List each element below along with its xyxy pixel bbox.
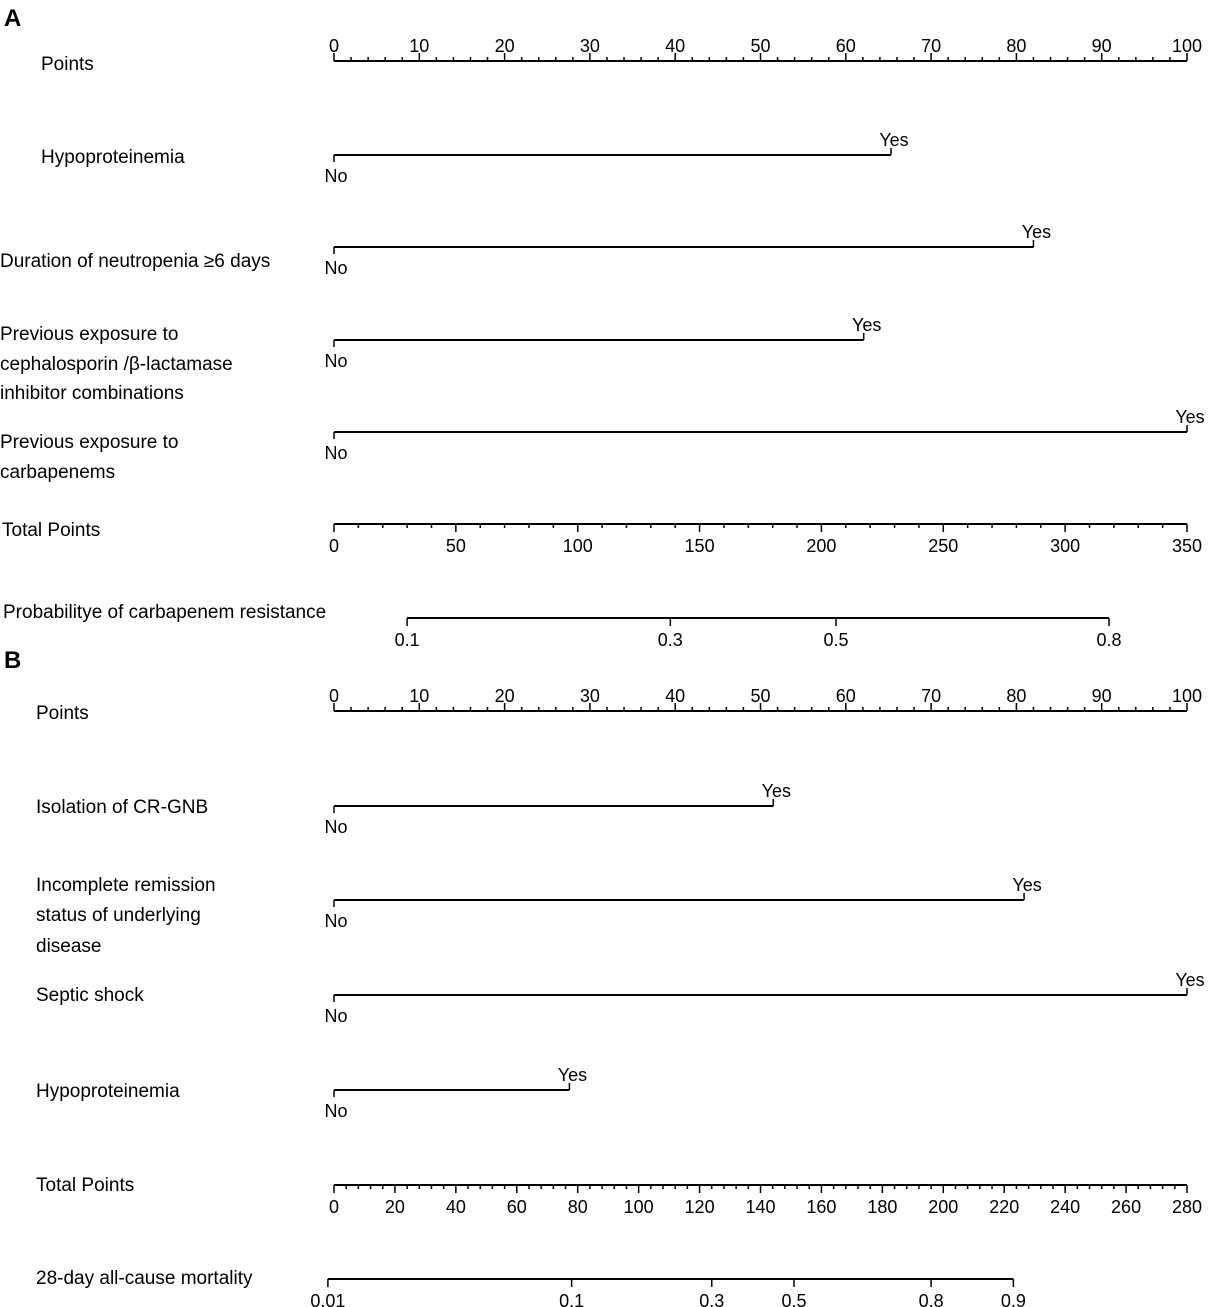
tick-label: 90 [1091,36,1112,56]
tick-label: 0 [328,686,340,706]
tick-label: 80 [567,1197,588,1217]
row-label-b-5: Total Points [36,1175,135,1196]
level-label-yes: Yes [1175,970,1205,990]
tick-label: 50 [750,36,771,56]
tick-label: 10 [409,686,430,706]
tick-label: 90 [1091,686,1112,706]
panel-label-a: A [4,5,22,32]
row-label-a-6: Probabilitye of carbapenem resistance [3,602,327,623]
row-label-a-3-2: inhibitor combinations [0,383,184,404]
level-label-no: No [324,817,348,837]
prob-tick-label: 0.3 [657,630,683,650]
tick-label: 220 [989,1197,1020,1217]
row-label-a-4-1: carbapenems [0,462,116,483]
row-label-b-1: Isolation of CR-GNB [36,797,209,818]
tick-label: 60 [835,36,856,56]
tick-label: 20 [384,1197,405,1217]
prob-tick-label: 0.1 [559,1291,585,1307]
tick-label: 60 [506,1197,527,1217]
tick-label: 240 [1050,1197,1081,1217]
row-label-b-2-1: status of underlying [36,905,201,926]
row-label-a-3-1: cephalosporin /β-lactamase [0,354,233,375]
prob-tick-label: 0.9 [1000,1291,1026,1307]
tick-label: 280 [1171,1197,1203,1217]
level-label-no: No [324,443,348,463]
level-label-no: No [324,1101,348,1121]
level-label-yes: Yes [1175,407,1205,427]
level-label-yes: Yes [761,781,791,801]
prob-tick-label: 0.8 [1096,630,1122,650]
row-label-b-2-0: Incomplete remission [36,875,216,896]
tick-label: 40 [665,686,686,706]
row-label-b-3: Septic shock [36,985,144,1006]
row-label-a-1: Hypoproteinemia [41,147,185,168]
tick-label: 300 [1050,536,1081,556]
tick-label: 50 [750,686,771,706]
tick-label: 0 [328,1197,340,1217]
level-label-yes: Yes [1021,222,1052,242]
tick-label: 40 [445,1197,466,1217]
level-label-no: No [324,1006,348,1026]
tick-label: 20 [494,686,515,706]
tick-label: 0 [328,536,340,556]
level-label-no: No [324,911,348,931]
tick-label: 10 [409,36,430,56]
tick-label: 70 [921,36,942,56]
tick-label: 250 [928,536,959,556]
tick-label: 120 [684,1197,715,1217]
level-label-no: No [324,258,348,278]
prob-tick-label: 0.1 [394,630,420,650]
prob-tick-label: 0.01 [310,1291,346,1307]
tick-label: 200 [928,1197,959,1217]
row-label-a-4-0: Previous exposure to [0,432,179,453]
row-label-a-5: Total Points [2,520,101,541]
tick-label: 30 [579,686,600,706]
row-label-a-3-0: Previous exposure to [0,324,179,345]
tick-label: 20 [494,36,515,56]
level-label-no: No [324,351,348,371]
prob-tick-label: 0.3 [699,1291,725,1307]
tick-label: 100 [562,536,593,556]
tick-label: 60 [835,686,856,706]
tick-label: 70 [921,686,942,706]
tick-label: 150 [684,536,715,556]
tick-label: 80 [1006,686,1027,706]
tick-label: 30 [579,36,600,56]
level-label-yes: Yes [1012,875,1042,895]
tick-label: 0 [328,36,340,56]
row-label-a-0: Points [41,54,94,75]
level-label-yes: Yes [852,315,882,335]
row-label-b-6: 28-day all-cause mortality [36,1268,253,1289]
tick-label: 350 [1171,536,1203,556]
tick-label: 100 [623,1197,654,1217]
tick-label: 80 [1006,36,1027,56]
level-label-yes: Yes [557,1065,588,1085]
prob-tick-label: 0.5 [823,630,849,650]
row-label-a-2: Duration of neutropenia ≥6 days [0,251,271,272]
tick-label: 180 [867,1197,898,1217]
tick-label: 260 [1111,1197,1142,1217]
prob-tick-label: 0.8 [918,1291,944,1307]
tick-label: 40 [665,36,686,56]
row-label-b-4: Hypoproteinemia [36,1081,180,1102]
row-label-b-0: Points [36,703,89,724]
tick-label: 200 [806,536,837,556]
level-label-no: No [324,166,348,186]
prob-tick-label: 0.5 [781,1291,807,1307]
tick-label: 160 [806,1197,837,1217]
panel-label-b: B [4,647,22,674]
tick-label: 140 [745,1197,776,1217]
level-label-yes: Yes [879,130,909,150]
row-label-b-2-2: disease [36,936,102,957]
tick-label: 100 [1171,686,1203,706]
tick-label: 100 [1171,36,1203,56]
tick-label: 50 [445,536,466,556]
